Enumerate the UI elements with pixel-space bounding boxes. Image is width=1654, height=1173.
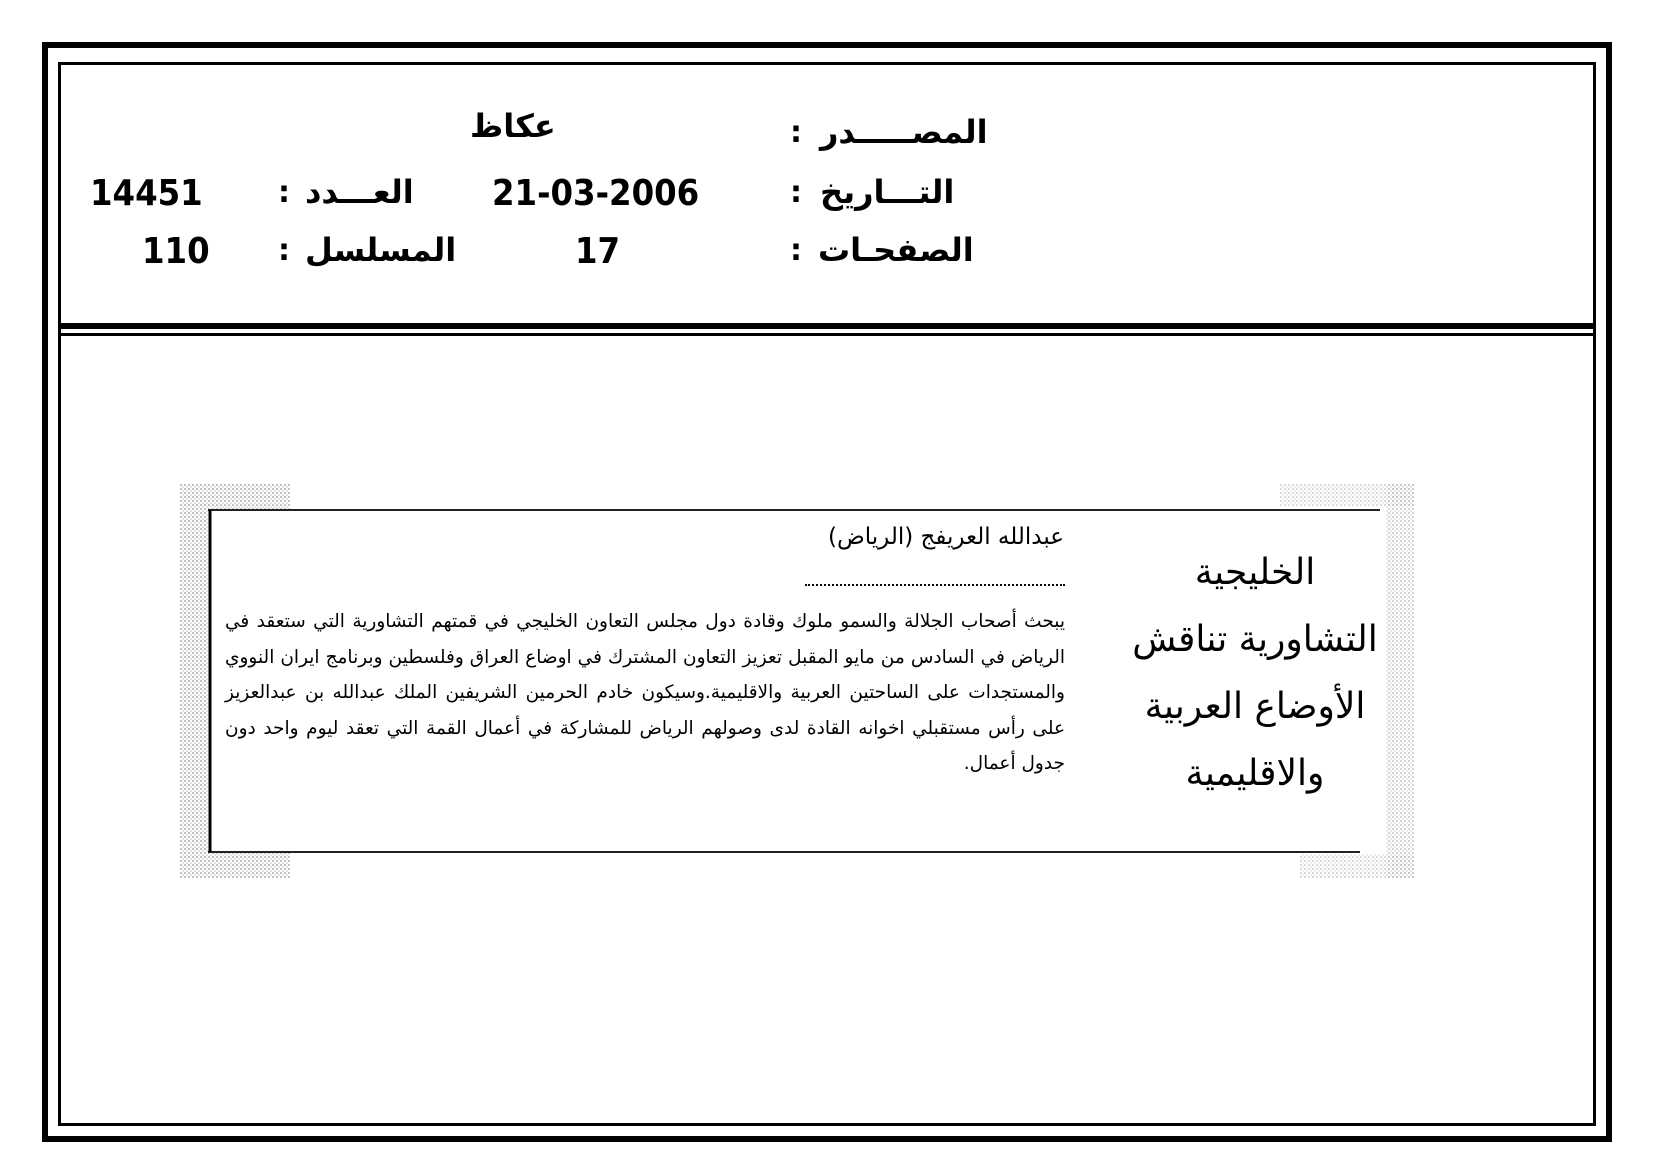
source-colon: : [790, 115, 802, 150]
headline-line: التشاورية تناقش [1132, 619, 1378, 660]
serial-label: المسلسل [305, 231, 457, 269]
headline-line: الأوضاع العربية [1144, 686, 1366, 727]
issue-value: 14451 [90, 173, 203, 214]
pages-value: 17 [575, 231, 621, 272]
headline-line: والاقليمية [1185, 753, 1325, 794]
source-label: المصـــــدر [820, 113, 988, 151]
issue-colon: : [278, 175, 290, 210]
serial-value: 110 [142, 231, 210, 272]
headline-line: الخليجية [1194, 552, 1316, 593]
issue-label: العـــدد [305, 173, 414, 211]
byline-separator [805, 584, 1065, 586]
date-colon: : [790, 175, 802, 210]
article-byline: عبدالله العريفج (الرياض) [827, 524, 1064, 550]
date-value: 21-03-2006 [492, 173, 700, 214]
date-label: التـــاريخ [820, 173, 955, 211]
header-divider [58, 323, 1596, 336]
article-body: يبحث أصحاب الجلالة والسمو ملوك وقادة دول مجلس التعاون الخليجي في قمتهم التشاورية التي ستعقد في الرياض في السادس من مايو المقبل تعزيز التعاون المشترك في اوضاع العراق وفلسطين وبرنامج ايران النووي والمستجدات على الساحتين العربية والاقليمية.وسيكون خادم الحرمين الشريفين الملك عبدالله بن عبدالعزيز على رأس مستقبلي اخوانه القادة لدى وصولهم الرياض للمشاركة في أعمال القمة التي تعقد ليوم واحد دون جدول أعمال. [225, 611, 1065, 774]
serial-colon: : [278, 233, 290, 268]
pages-colon: : [790, 233, 802, 268]
source-value: عكاظ [470, 107, 556, 145]
article-headline [1125, 539, 1385, 807]
newspaper-clipping [180, 484, 1414, 878]
pages-label: الصفحـات [818, 231, 974, 269]
